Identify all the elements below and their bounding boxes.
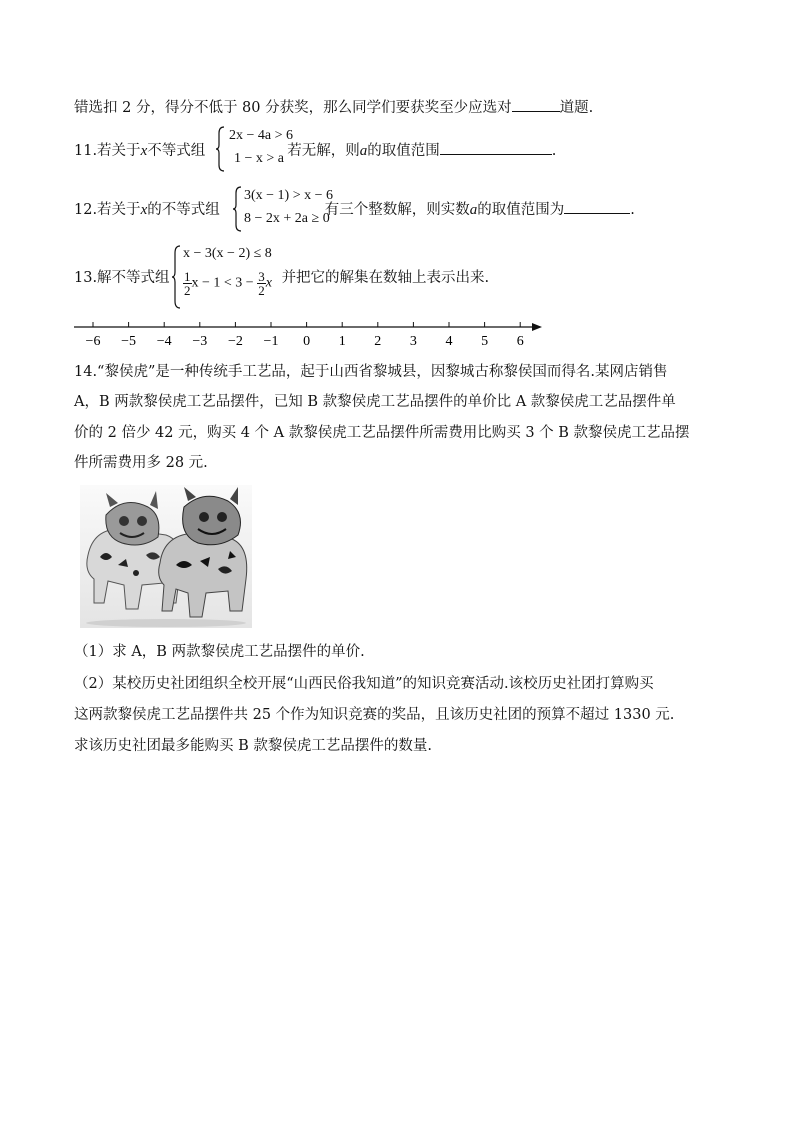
number-line (70, 315, 550, 349)
number-line-tick-label: −2 (227, 334, 243, 349)
number-line-tick-label: 3 (409, 334, 417, 349)
question-14-line3: 价的 2 倍少 42 元，购买 4 个 A 款黎侯虎工艺品摆件所需费用比购买 3 个 B 款黎侯虎工艺品摆 (74, 425, 690, 441)
fraction-three-halves: $\frac{3}{2}$ (258, 269, 265, 298)
question-14-part2-line1: （2）某校历史社团组织全校开展“山西民俗我知道”的知识竞赛活动.该校历史社团打算购买 (74, 676, 654, 692)
question-10-tail: 错选扣 2 分，得分不低于 80 分获奖，那么同学们要获奖至少应选对 道题. (74, 97, 593, 118)
number-line-tick-label: 2 (374, 334, 382, 349)
number-line-tick-label: −1 (263, 334, 279, 349)
number-line-tick-label: 5 (481, 334, 489, 349)
answer-blank (440, 140, 552, 155)
left-brace-icon (233, 185, 243, 233)
answer-blank (512, 97, 560, 112)
question-14-line2: A，B 两款黎侯虎工艺品摆件，已知 B 款黎侯虎工艺品摆件的单价比 A 款黎侯虎工艺品摆件单 (74, 394, 676, 410)
question-14-line1: 14.“黎侯虎”是一种传统手工艺品，起于山西省黎城县，因黎城古称黎侯国而得名.某网店销售 (74, 364, 668, 380)
question-13: 13.解不等式组 并把它的解集在数轴上表示出来. (74, 270, 490, 286)
question-14-part2-line3: 求该历史社团最多能购买 B 款黎侯虎工艺品摆件的数量. (74, 738, 432, 754)
tiger-figurines-photo (80, 485, 252, 628)
left-brace-icon (172, 244, 182, 310)
number-line-tick-label: −4 (156, 334, 172, 349)
arrow-right-icon (532, 323, 542, 331)
question-14-line4: 件所需费用多 28 元. (74, 455, 208, 471)
inequality-system-12: 3(x − 1) > x − 6 8 − 2x + 2a ≥ 0 (233, 185, 341, 233)
number-line-tick-label: −6 (85, 334, 101, 349)
left-brace-icon (216, 125, 226, 173)
fraction-one-half: $\frac{1}{2}$ (184, 269, 191, 298)
inequality-system-11: 2x − 4a > 6 1 − x > a (216, 125, 302, 173)
number-line-tick-label: −3 (192, 334, 208, 349)
number-line-tick-label: 6 (516, 334, 524, 349)
number-line-tick-label: −5 (121, 334, 137, 349)
question-14-part2-line2: 这两款黎侯虎工艺品摆件共 25 个作为知识竞赛的奖品，且该历史社团的预算不超过 1330 元. (74, 707, 675, 723)
answer-blank (564, 199, 630, 214)
tiger-figurines-image (80, 485, 252, 628)
question-11: 11.若关于x不等式组 若无解，则a的取值范围 . (74, 140, 556, 161)
number-line-tick-label: 4 (445, 334, 453, 349)
inequality-system-13: x − 3(x − 2) ≤ 8 $\frac{1}{2}$ x − 1 < 3 − $\frac{3}{2}$ x (172, 244, 286, 310)
question-12: 12.若关于x的不等式组 有三个整数解，则实数a的取值范围为 . (74, 199, 635, 220)
question-14-part1: （1）求 A，B 两款黎侯虎工艺品摆件的单价. (74, 644, 365, 660)
number-line-tick-label: 1 (338, 334, 346, 349)
number-line-tick-label: 0 (303, 334, 311, 349)
